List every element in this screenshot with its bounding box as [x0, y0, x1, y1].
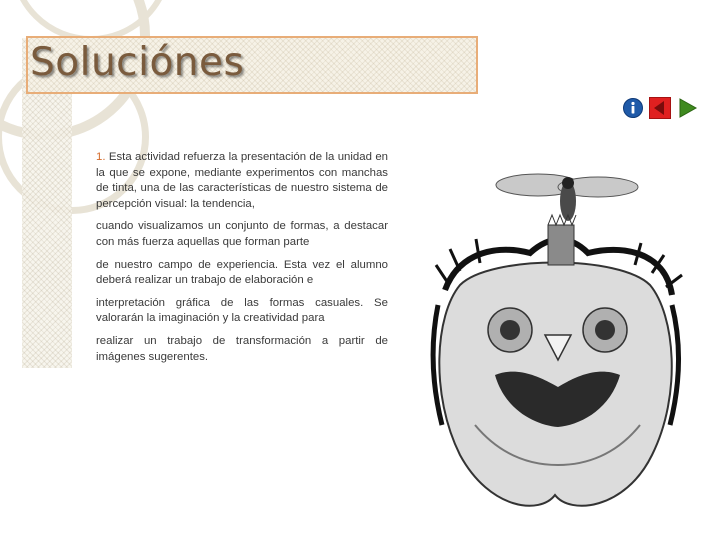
paragraph-2 [96, 219, 388, 250]
previous-button[interactable] [649, 97, 671, 119]
paragraph-text: cuando visualizamos un conjunto de formas, a destacar con más fuerza aquellas que forman parte [96, 220, 388, 248]
paragraph-text: interpretación gráfica de las formas casuales. Se valorarán la imaginación y la creatividad para [96, 296, 388, 325]
fly-drawing [496, 174, 638, 221]
body-text [96, 150, 388, 372]
paragraph-4 [96, 296, 388, 327]
arrow-left-icon [650, 98, 670, 118]
ink-blot-face-illustration [420, 165, 690, 525]
paragraph-3 [96, 258, 388, 289]
slide-title: Soluciónes [30, 40, 245, 85]
paragraph-text: realizar un trabajo de transformación a partir de imágenes sugerentes. [96, 334, 388, 363]
info-button[interactable] [622, 97, 644, 119]
paragraph-number: 1. [96, 151, 106, 163]
info-icon [622, 97, 644, 119]
paragraph-5 [96, 334, 388, 365]
paragraph-1 [96, 150, 388, 212]
paragraph-text: de nuestro campo de experiencia. Esta vez el alumno deberá realizar un trabajo de elaboración e [96, 258, 388, 287]
next-button[interactable] [676, 97, 698, 119]
paragraph-text: Esta actividad refuerza la presentación de la unidad en la que se expone, mediante experimentos con manchas de tinta, una de las características de nuestro sistema de percepción visual: la tendencia, [96, 151, 388, 210]
face-drawing [433, 215, 682, 506]
arrow-right-icon [676, 97, 698, 119]
navigation-buttons [622, 97, 698, 119]
